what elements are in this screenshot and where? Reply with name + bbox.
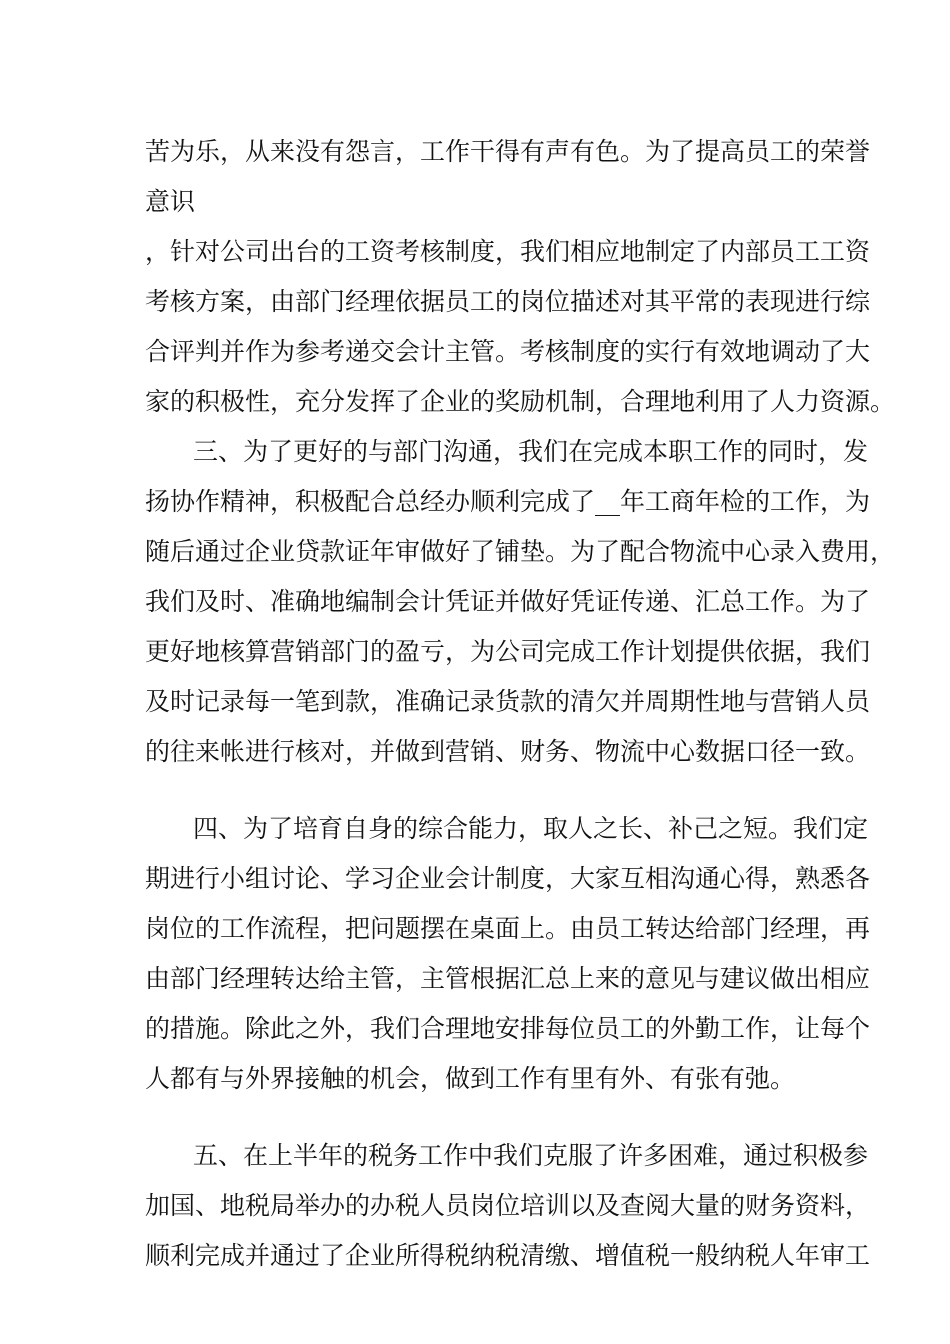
- paragraph-4-first-line: 四、为了培育自身的综合能力，取人之长、补己之短。我们定: [193, 814, 869, 843]
- text-line: 顺利完成并通过了企业所得税纳税清缴、增值税一般纳税人年审工: [145, 1241, 871, 1270]
- text-line: 的往来帐进行核对，并做到营销、财务、物流中心数据口径一致。: [145, 737, 871, 766]
- text-line: 合评判并作为参考递交会计主管。考核制度的实行有效地调动了大: [145, 337, 871, 366]
- text-line: 扬协作精神，积极配合总经办顺利完成了__年工商年检的工作，为: [145, 487, 871, 516]
- text-line: 及时记录每一笔到款，准确记录货款的清欠并周期性地与营销人员: [145, 687, 871, 716]
- text-line: 期进行小组讨论、学习企业会计制度，大家互相沟通心得，熟悉各: [145, 864, 871, 893]
- text-line: 家的积极性，充分发挥了企业的奖励机制，合理地利用了人力资源。: [145, 387, 896, 416]
- text-line: 的措施。除此之外，我们合理地安排每位员工的外勤工作，让每个: [145, 1014, 871, 1043]
- paragraph-3-first-line: 三、为了更好的与部门沟通，我们在完成本职工作的同时，发: [193, 437, 869, 466]
- text-line: 更好地核算营销部门的盈亏，为公司完成工作计划提供依据，我们: [145, 637, 871, 666]
- text-line: 考核方案，由部门经理依据员工的岗位描述对其平常的表现进行综: [145, 287, 871, 316]
- text-line: 意识: [145, 187, 196, 216]
- text-line: 苦为乐，从来没有怨言，工作干得有声有色。为了提高员工的荣誉: [145, 137, 871, 166]
- text-line: 岗位的工作流程，把问题摆在桌面上。由员工转达给部门经理，再: [145, 914, 871, 943]
- text-line: 由部门经理转达给主管，主管根据汇总上来的意见与建议做出相应: [145, 964, 871, 993]
- text-line: 加国、地税局举办的办税人员岗位培训以及查阅大量的财务资料，: [145, 1191, 871, 1220]
- text-line: 随后通过企业贷款证年审做好了铺垫。为了配合物流中心录入费用，: [145, 537, 896, 566]
- paragraph-5-first-line: 五、在上半年的税务工作中我们克服了许多困难，通过积极参: [193, 1141, 869, 1170]
- text-line: ，针对公司出台的工资考核制度，我们相应地制定了内部员工工资: [145, 237, 871, 266]
- text-line: 人都有与外界接触的机会，做到工作有里有外、有张有弛。: [145, 1064, 796, 1093]
- text-line: 我们及时、准确地编制会计凭证并做好凭证传递、汇总工作。为了: [145, 587, 871, 616]
